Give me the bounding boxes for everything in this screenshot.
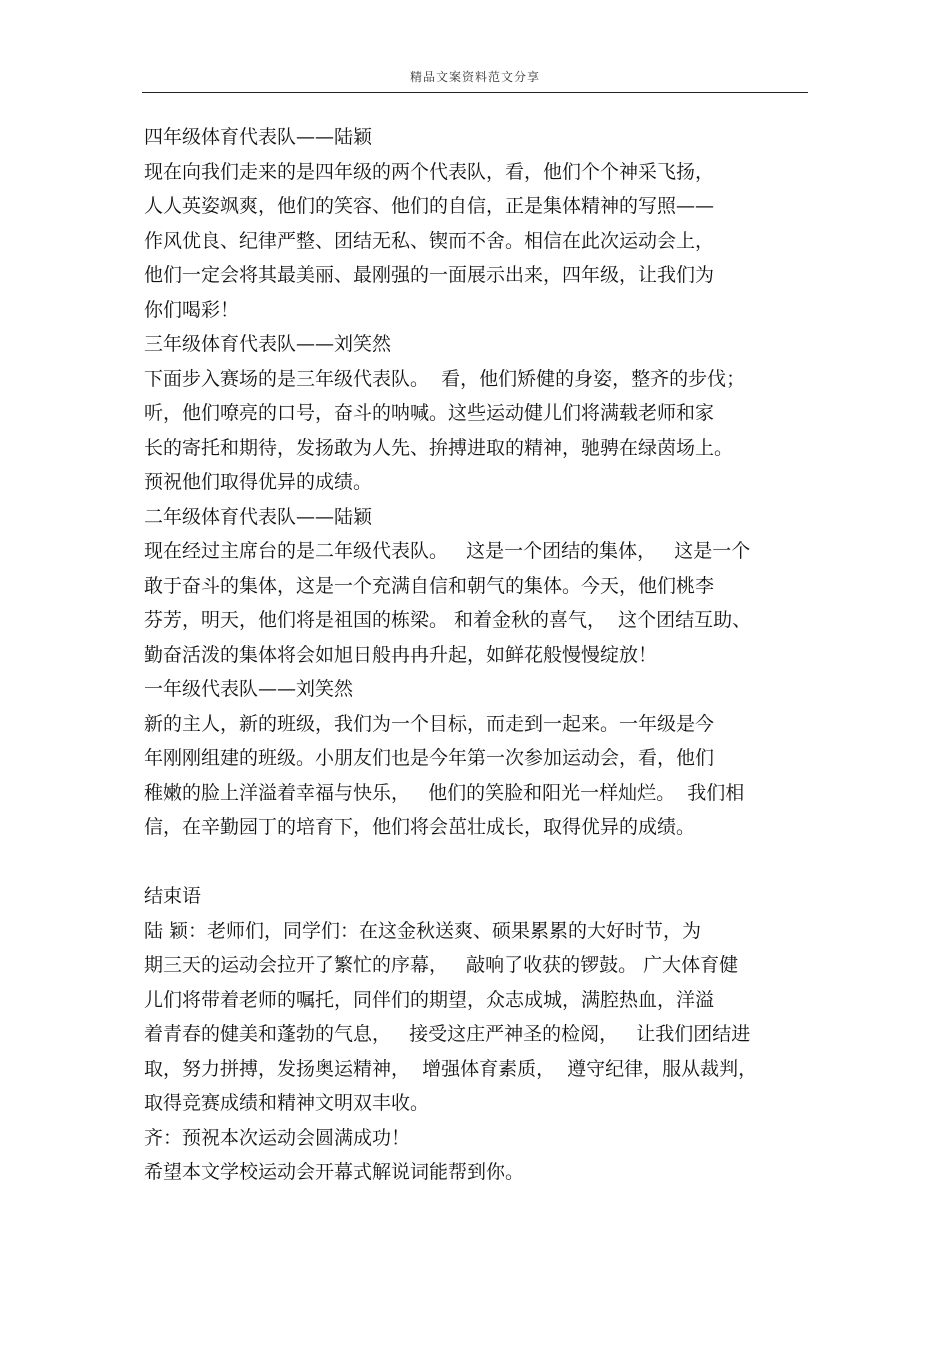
paragraph-line: 人人英姿飒爽，他们的笑容、他们的自信，正是集体精神的写照—— [144, 195, 715, 217]
paragraph-line: 年刚刚组建的班级。小朋友们也是今年第一次参加运动会，看，他们 [144, 747, 715, 769]
paragraph-line: 陆 颖：老师们，同学们：在这金秋送爽、硕果累累的大好时节，为 [144, 919, 702, 942]
paragraph-line: 稚嫩的脸上洋溢着幸福与快乐， 他们的笑脸和阳光一样灿烂。 我们相 [144, 781, 745, 804]
heading-grade2: 二年级体育代表队——陆颖 [144, 505, 373, 528]
paragraph-line: 敢于奋斗的集体，这是一个充满自信和朝气的集体。今天，他们桃李 [144, 574, 715, 597]
paragraph-line: 勤奋活泼的集体将会如旭日般冉冉升起，如鲜花般慢慢绽放！ [144, 643, 658, 666]
blank-line [144, 845, 814, 880]
paragraph-line: 新的主人，新的班级，我们为一个目标，而走到一起来。一年级是今 [144, 712, 715, 735]
paragraph-line: 齐：预祝本次运动会圆满成功！ [144, 1126, 411, 1149]
paragraph-line: 信，在辛勤园丁的培育下，他们将会茁壮成长，取得优异的成绩。 [144, 816, 696, 838]
paragraph-line: 预祝他们取得优异的成绩。 [144, 471, 373, 493]
heading-closing: 结束语 [144, 885, 202, 907]
paragraph-line: 现在向我们走来的是四年级的两个代表队，看，他们个个神采飞扬， [144, 160, 715, 183]
header-text: 精品文案资料范文分享 [409, 70, 540, 84]
paragraph-line: 长的寄托和期待，发扬敢为人先、拚搏进取的精神，驰骋在绿茵场上。 [144, 436, 734, 459]
document-body [144, 120, 814, 1190]
paragraph-line: 你们喝彩！ [144, 298, 240, 321]
paragraph-line: 现在经过主席台的是二年级代表队。 这是一个团结的集体， 这是一个 [144, 540, 751, 562]
paragraph-line: 儿们将带着老师的嘱托，同伴们的期望，众志成城，满腔热血，洋溢 [144, 988, 715, 1011]
heading-grade4: 四年级体育代表队——陆颖 [144, 126, 373, 148]
heading-grade1: 一年级代表队——刘笑然 [144, 678, 354, 700]
paragraph-line: 作风优良、纪律严整、团结无私、锲而不舍。相信在此次运动会上， [144, 229, 715, 252]
paragraph-line: 取，努力拼搏，发扬奥运精神， 增强体育素质， 遵守纪律，服从裁判， [144, 1057, 758, 1080]
paragraph-line: 芬芳，明天，他们将是祖国的栋梁。 和着金秋的喜气， 这个团结互助、 [144, 609, 752, 631]
paragraph-line: 下面步入赛场的是三年级代表队。 看，他们矫健的身姿，整齐的步伐； [144, 367, 746, 390]
paragraph-line: 听，他们嘹亮的口号，奋斗的呐喊。这些运动健儿们将满载老师和家 [144, 402, 715, 424]
paragraph-line: 取得竞赛成绩和精神文明双丰收。 [144, 1092, 430, 1114]
closing-note: 希望本文学校运动会开幕式解说词能帮到你。 [144, 1161, 525, 1183]
paragraph-line: 着青春的健美和蓬勃的气息， 接受这庄严神圣的检阅， 让我们团结进 [144, 1023, 751, 1045]
paragraph-line: 他们一定会将其最美丽、最刚强的一面展示出来，四年级，让我们为 [144, 264, 715, 286]
heading-grade3: 三年级体育代表队——刘笑然 [144, 333, 392, 355]
page-header [142, 60, 808, 93]
paragraph-line: 期三天的运动会拉开了繁忙的序幕， 敲响了收获的锣鼓。 广大体育健 [144, 954, 739, 976]
